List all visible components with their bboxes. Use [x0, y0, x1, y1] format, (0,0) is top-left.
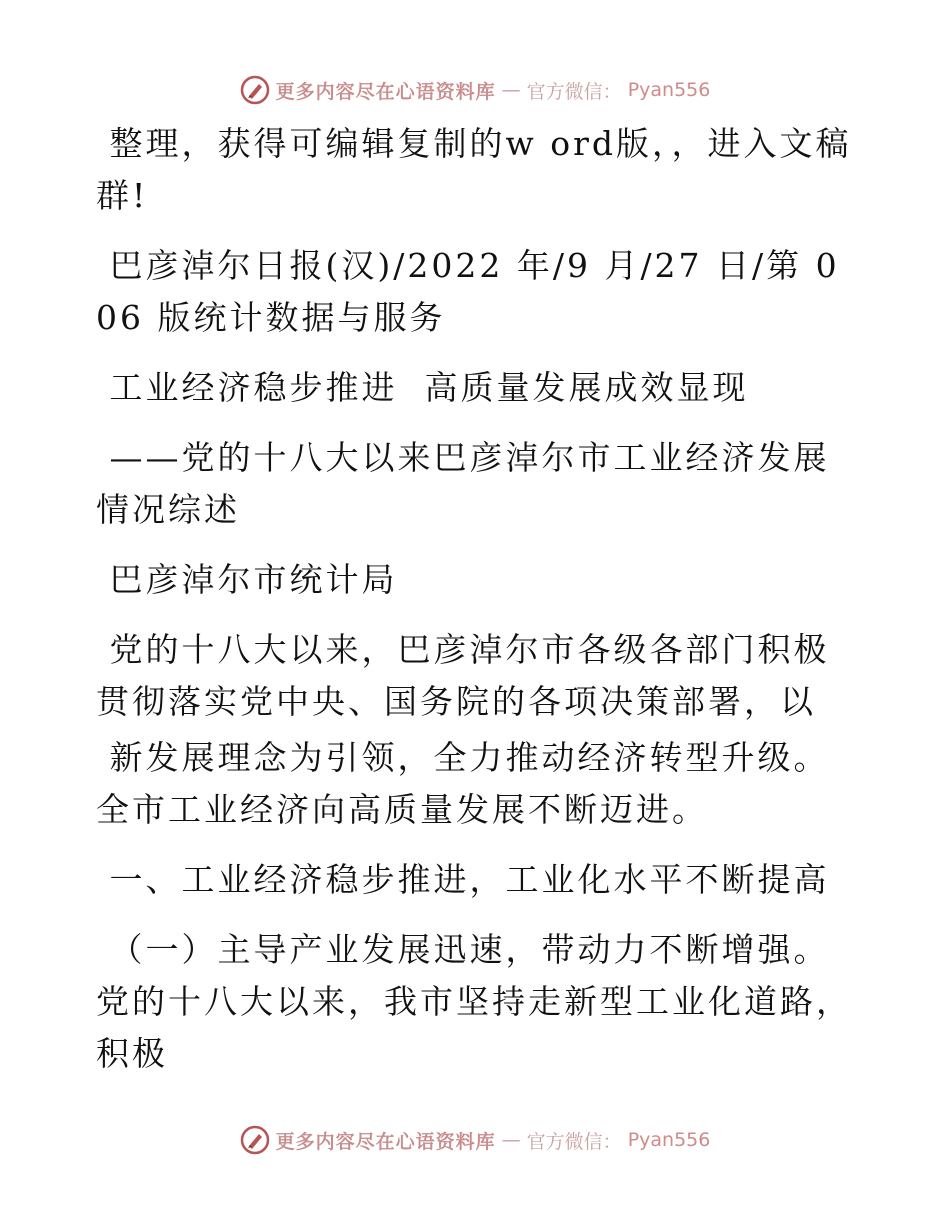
- pen-seal-icon: [240, 75, 270, 105]
- header-watermark: [0, 70, 950, 110]
- pen-seal-icon: [240, 1125, 270, 1155]
- body-paragraph: （一）主导产业发展迅速，带动力不断增强。党的十八大以来，我市坚持走新型工业化道路，积极: [96, 930, 852, 1073]
- article-title: 工业经济稳步推进 高质量发展成效显现: [96, 368, 749, 407]
- body-paragraph: 党的十八大以来，巴彦淖尔市各级各部门积极贯彻落实党中央、国务院的各项决策部署，以: [96, 630, 830, 721]
- watermark-id: Pyan556: [627, 1129, 711, 1151]
- watermark-dash: —: [501, 79, 521, 101]
- watermark-brand: 更多内容尽在心语资料库: [275, 1130, 496, 1153]
- intro-paragraph: 整理，获得可编辑复制的w ord版，，进入文稿群!: [96, 124, 852, 215]
- body-paragraph: 新发展理念为引领，全力推动经济转型升级。全市工业经济向高质量发展不断迈进。: [96, 738, 830, 829]
- article-subtitle: ——党的十八大以来巴彦淖尔市工业经济发展情况综述: [96, 438, 830, 529]
- watermark-label: 官方微信：: [526, 80, 622, 103]
- document-body: [96, 118, 856, 1098]
- source-line: 巴彦淖尔日报(汉)/2022 年/9 月/27 日/第 006 版统计数据与服务: [96, 246, 840, 337]
- author-line: 巴彦淖尔市统计局: [96, 560, 398, 599]
- footer-watermark: [0, 1120, 950, 1160]
- watermark-dash: —: [501, 1129, 521, 1151]
- section-heading: 一、工业经济稳步推进，工业化水平不断提高: [96, 860, 830, 899]
- watermark-brand: 更多内容尽在心语资料库: [275, 80, 496, 103]
- watermark-id: Pyan556: [627, 79, 711, 101]
- watermark-label: 官方微信：: [526, 1130, 622, 1153]
